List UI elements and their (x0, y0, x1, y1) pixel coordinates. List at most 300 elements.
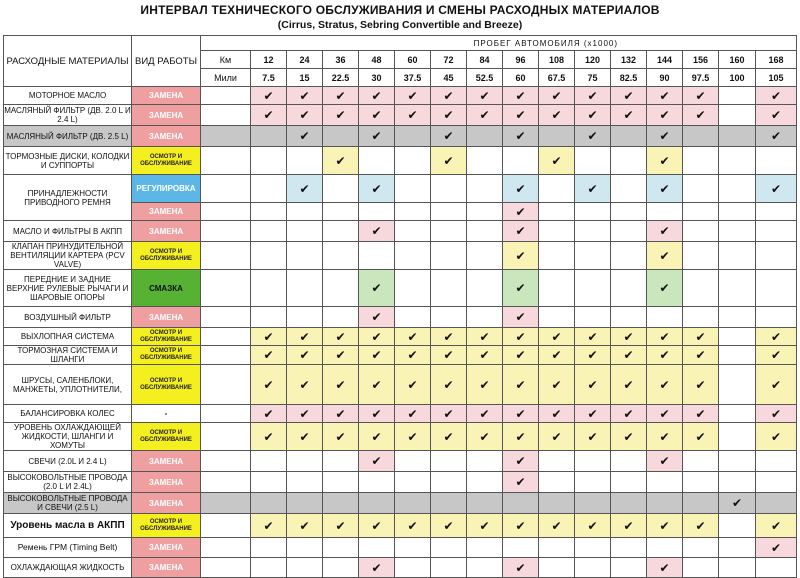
empty-cell (756, 242, 797, 270)
empty-cell (756, 270, 797, 307)
empty-cell (719, 175, 756, 203)
empty-cell (611, 147, 647, 175)
empty-cell (431, 270, 467, 307)
empty-cell (719, 346, 756, 365)
material-name: ШРУСЫ, САЛЕНБЛОКИ, МАНЖЕТЫ, УПЛОТНИТЕЛИ, (4, 365, 132, 405)
empty-cell (431, 203, 467, 221)
empty-cell (395, 270, 431, 307)
check-mark-icon: ✔ (395, 328, 431, 346)
work-type: ОСМОТР И ОБСЛУЖИВАНИЕ (132, 346, 201, 365)
check-mark-icon: ✔ (431, 346, 467, 365)
empty-cell (611, 538, 647, 558)
check-mark-icon: ✔ (683, 405, 719, 423)
empty-cell (719, 242, 756, 270)
check-mark-icon: ✔ (503, 126, 539, 147)
check-mark-icon: ✔ (359, 514, 395, 538)
material-name: ВЫСОКОВОЛЬТНЫЕ ПРОВОДА И СВЕЧИ (2.5 L) (4, 493, 132, 514)
check-mark-icon: ✔ (287, 405, 323, 423)
empty-cell (467, 451, 503, 472)
empty-cell (323, 203, 359, 221)
table-row (4, 175, 797, 203)
empty-cell (647, 203, 683, 221)
km-value: 24 (287, 51, 323, 69)
empty-cell (575, 307, 611, 328)
empty-cell (359, 242, 395, 270)
check-mark-icon: ✔ (251, 105, 287, 126)
table-row (4, 423, 797, 451)
unit-spacer-cell (201, 203, 251, 221)
miles-value: 7.5 (251, 69, 287, 87)
check-mark-icon: ✔ (503, 346, 539, 365)
empty-cell (251, 175, 287, 203)
empty-cell (683, 538, 719, 558)
empty-cell (756, 451, 797, 472)
empty-cell (503, 493, 539, 514)
work-type: ОСМОТР И ОБСЛУЖИВАНИЕ (132, 147, 201, 175)
check-mark-icon: ✔ (575, 87, 611, 105)
check-mark-icon: ✔ (647, 423, 683, 451)
check-mark-icon: ✔ (503, 514, 539, 538)
check-mark-icon: ✔ (431, 126, 467, 147)
check-mark-icon: ✔ (323, 423, 359, 451)
check-mark-icon: ✔ (287, 365, 323, 405)
empty-cell (611, 307, 647, 328)
check-mark-icon: ✔ (503, 365, 539, 405)
check-mark-icon: ✔ (539, 405, 575, 423)
work-type: ЗАМЕНА (132, 203, 201, 221)
unit-spacer-cell (201, 307, 251, 328)
empty-cell (467, 307, 503, 328)
work-type: ОСМОТР И ОБСЛУЖИВАНИЕ (132, 328, 201, 346)
unit-spacer-cell (201, 242, 251, 270)
material-name: ПРИНАДЛЕЖНОСТИ ПРИВОДНОГО РЕМНЯ (4, 175, 132, 221)
empty-cell (719, 558, 756, 578)
miles-value: 67.5 (539, 69, 575, 87)
check-mark-icon: ✔ (251, 87, 287, 105)
empty-cell (251, 221, 287, 242)
check-mark-icon: ✔ (467, 365, 503, 405)
empty-cell (323, 307, 359, 328)
empty-cell (719, 126, 756, 147)
empty-cell (431, 242, 467, 270)
empty-cell (431, 558, 467, 578)
check-mark-icon: ✔ (359, 451, 395, 472)
empty-cell (287, 203, 323, 221)
table-row (4, 472, 797, 493)
check-mark-icon: ✔ (359, 270, 395, 307)
empty-cell (683, 451, 719, 472)
empty-cell (611, 493, 647, 514)
check-mark-icon: ✔ (323, 105, 359, 126)
check-mark-icon: ✔ (467, 423, 503, 451)
empty-cell (431, 307, 467, 328)
check-mark-icon: ✔ (503, 423, 539, 451)
empty-cell (611, 472, 647, 493)
km-value: 60 (395, 51, 431, 69)
km-value: 132 (611, 51, 647, 69)
check-mark-icon: ✔ (323, 147, 359, 175)
empty-cell (395, 242, 431, 270)
check-mark-icon: ✔ (647, 105, 683, 126)
empty-cell (611, 221, 647, 242)
empty-cell (467, 493, 503, 514)
empty-cell (575, 242, 611, 270)
empty-cell (647, 307, 683, 328)
check-mark-icon: ✔ (647, 365, 683, 405)
check-mark-icon: ✔ (647, 147, 683, 175)
unit-spacer-cell (201, 328, 251, 346)
empty-cell (467, 147, 503, 175)
table-row (4, 514, 797, 538)
empty-cell (251, 147, 287, 175)
empty-cell (251, 451, 287, 472)
check-mark-icon: ✔ (431, 423, 467, 451)
miles-value: 105 (756, 69, 797, 87)
empty-cell (683, 493, 719, 514)
empty-cell (323, 493, 359, 514)
empty-cell (683, 175, 719, 203)
check-mark-icon: ✔ (719, 493, 756, 514)
check-mark-icon: ✔ (575, 405, 611, 423)
unit-spacer-cell (201, 87, 251, 105)
check-mark-icon: ✔ (251, 346, 287, 365)
empty-cell (251, 493, 287, 514)
check-mark-icon: ✔ (756, 105, 797, 126)
check-mark-icon: ✔ (503, 451, 539, 472)
empty-cell (323, 538, 359, 558)
empty-cell (395, 538, 431, 558)
check-mark-icon: ✔ (503, 558, 539, 578)
check-mark-icon: ✔ (503, 87, 539, 105)
check-mark-icon: ✔ (431, 514, 467, 538)
check-mark-icon: ✔ (287, 105, 323, 126)
miles-value: 82.5 (611, 69, 647, 87)
material-name: ПЕРЕДНИЕ И ЗАДНИЕ ВЕРХНИЕ РУЛЕВЫЕ РЫЧАГИ И ШАРОВЫЕ ОПОРЫ (4, 270, 132, 307)
check-mark-icon: ✔ (431, 105, 467, 126)
unit-spacer-cell (201, 514, 251, 538)
empty-cell (431, 175, 467, 203)
empty-cell (719, 147, 756, 175)
empty-cell (756, 203, 797, 221)
check-mark-icon: ✔ (539, 365, 575, 405)
table-row (4, 405, 797, 423)
check-mark-icon: ✔ (647, 270, 683, 307)
empty-cell (647, 493, 683, 514)
material-name: ВЫСОКОВОЛЬТНЫЕ ПРОВОДА (2.0 L И 2.4L) (4, 472, 132, 493)
material-name: Уровень масла в АКПП (4, 514, 132, 538)
check-mark-icon: ✔ (287, 423, 323, 451)
check-mark-icon: ✔ (756, 175, 797, 203)
material-name: ВОЗДУШНЫЙ ФИЛЬТР (4, 307, 132, 328)
check-mark-icon: ✔ (323, 405, 359, 423)
check-mark-icon: ✔ (287, 346, 323, 365)
check-mark-icon: ✔ (575, 175, 611, 203)
check-mark-icon: ✔ (756, 365, 797, 405)
empty-cell (575, 451, 611, 472)
km-value: 12 (251, 51, 287, 69)
table-row (4, 126, 797, 147)
empty-cell (647, 538, 683, 558)
km-value: 84 (467, 51, 503, 69)
empty-cell (539, 472, 575, 493)
check-mark-icon: ✔ (503, 270, 539, 307)
work-type: - (132, 405, 201, 423)
check-mark-icon: ✔ (611, 328, 647, 346)
check-mark-icon: ✔ (647, 328, 683, 346)
table-row (4, 346, 797, 365)
check-mark-icon: ✔ (611, 87, 647, 105)
empty-cell (611, 451, 647, 472)
check-mark-icon: ✔ (251, 328, 287, 346)
check-mark-icon: ✔ (359, 175, 395, 203)
page-title: ИНТЕРВАЛ ТЕХНИЧЕСКОГО ОБСЛУЖИВАНИЯ И СМЕНЫ РАСХОДНЫХ МАТЕРИАЛОВ (140, 3, 660, 17)
empty-cell (395, 221, 431, 242)
miles-value: 22.5 (323, 69, 359, 87)
empty-cell (719, 365, 756, 405)
check-mark-icon: ✔ (323, 346, 359, 365)
empty-cell (287, 242, 323, 270)
miles-value: 97.5 (683, 69, 719, 87)
table-row (4, 451, 797, 472)
check-mark-icon: ✔ (647, 126, 683, 147)
check-mark-icon: ✔ (503, 472, 539, 493)
check-mark-icon: ✔ (575, 365, 611, 405)
check-mark-icon: ✔ (683, 87, 719, 105)
empty-cell (287, 472, 323, 493)
empty-cell (323, 221, 359, 242)
empty-cell (287, 147, 323, 175)
empty-cell (683, 307, 719, 328)
check-mark-icon: ✔ (683, 346, 719, 365)
unit-spacer-cell (201, 126, 251, 147)
empty-cell (395, 558, 431, 578)
km-value: 48 (359, 51, 395, 69)
empty-cell (756, 558, 797, 578)
check-mark-icon: ✔ (287, 175, 323, 203)
check-mark-icon: ✔ (611, 346, 647, 365)
empty-cell (756, 147, 797, 175)
empty-cell (756, 307, 797, 328)
material-name: ОХЛАЖДАЮЩАЯ ЖИДКОСТЬ (4, 558, 132, 578)
check-mark-icon: ✔ (395, 346, 431, 365)
table-row (4, 365, 797, 405)
check-mark-icon: ✔ (431, 147, 467, 175)
empty-cell (431, 221, 467, 242)
empty-cell (431, 493, 467, 514)
table-row (4, 105, 797, 126)
check-mark-icon: ✔ (323, 87, 359, 105)
check-mark-icon: ✔ (287, 514, 323, 538)
empty-cell (683, 203, 719, 221)
km-unit-label: Км (201, 51, 251, 69)
empty-cell (539, 451, 575, 472)
check-mark-icon: ✔ (359, 346, 395, 365)
check-mark-icon: ✔ (431, 87, 467, 105)
check-mark-icon: ✔ (395, 87, 431, 105)
check-mark-icon: ✔ (756, 126, 797, 147)
check-mark-icon: ✔ (575, 423, 611, 451)
work-type: ОСМОТР И ОБСЛУЖИВАНИЕ (132, 514, 201, 538)
check-mark-icon: ✔ (683, 365, 719, 405)
empty-cell (323, 270, 359, 307)
empty-cell (539, 558, 575, 578)
empty-cell (539, 538, 575, 558)
empty-cell (251, 307, 287, 328)
check-mark-icon: ✔ (539, 105, 575, 126)
check-mark-icon: ✔ (503, 221, 539, 242)
unit-spacer-cell (201, 472, 251, 493)
check-mark-icon: ✔ (503, 175, 539, 203)
empty-cell (395, 472, 431, 493)
empty-cell (575, 203, 611, 221)
work-type: ОСМОТР И ОБСЛУЖИВАНИЕ (132, 423, 201, 451)
check-mark-icon: ✔ (287, 87, 323, 105)
check-mark-icon: ✔ (683, 105, 719, 126)
check-mark-icon: ✔ (359, 405, 395, 423)
work-type: ОСМОТР И ОБСЛУЖИВАНИЕ (132, 365, 201, 405)
empty-cell (287, 558, 323, 578)
check-mark-icon: ✔ (539, 87, 575, 105)
empty-cell (756, 221, 797, 242)
check-mark-icon: ✔ (359, 105, 395, 126)
empty-cell (359, 472, 395, 493)
check-mark-icon: ✔ (251, 514, 287, 538)
empty-cell (756, 472, 797, 493)
check-mark-icon: ✔ (756, 423, 797, 451)
check-mark-icon: ✔ (359, 365, 395, 405)
material-name: МАСЛЯНЫЙ ФИЛЬТР (ДВ. 2.0 L И 2.4 L) (4, 106, 131, 124)
table-row (4, 538, 797, 558)
empty-cell (719, 87, 756, 105)
check-mark-icon: ✔ (683, 514, 719, 538)
check-mark-icon: ✔ (359, 87, 395, 105)
unit-spacer-cell (201, 175, 251, 203)
empty-cell (719, 221, 756, 242)
check-mark-icon: ✔ (575, 126, 611, 147)
check-mark-icon: ✔ (503, 307, 539, 328)
empty-cell (395, 147, 431, 175)
material-name: МАСЛЯНЫЙ ФИЛЬТР (ДВ. 2.5 L) (4, 126, 132, 147)
check-mark-icon: ✔ (756, 346, 797, 365)
empty-cell (719, 105, 756, 126)
work-type: ЗАМЕНА (132, 451, 201, 472)
empty-cell (683, 472, 719, 493)
empty-cell (719, 451, 756, 472)
km-value: 144 (647, 51, 683, 69)
check-mark-icon: ✔ (647, 558, 683, 578)
work-type: РЕГУЛИРОВКА (132, 175, 201, 203)
empty-cell (395, 203, 431, 221)
check-mark-icon: ✔ (683, 328, 719, 346)
check-mark-icon: ✔ (503, 405, 539, 423)
empty-cell (251, 558, 287, 578)
km-value: 120 (575, 51, 611, 69)
miles-value: 15 (287, 69, 323, 87)
empty-cell (395, 307, 431, 328)
empty-cell (575, 472, 611, 493)
empty-cell (611, 175, 647, 203)
miles-value: 52.5 (467, 69, 503, 87)
check-mark-icon: ✔ (503, 105, 539, 126)
miles-value: 100 (719, 69, 756, 87)
check-mark-icon: ✔ (467, 405, 503, 423)
empty-cell (683, 221, 719, 242)
check-mark-icon: ✔ (575, 346, 611, 365)
table-row (4, 242, 797, 270)
check-mark-icon: ✔ (539, 328, 575, 346)
check-mark-icon: ✔ (467, 328, 503, 346)
empty-cell (467, 175, 503, 203)
check-mark-icon: ✔ (395, 105, 431, 126)
check-mark-icon: ✔ (287, 126, 323, 147)
empty-cell (611, 242, 647, 270)
km-value: 36 (323, 51, 359, 69)
work-type: ЗАМЕНА (132, 472, 201, 493)
empty-cell (287, 451, 323, 472)
material-name: УРОВЕНЬ ОХЛАЖДАЮЩЕЙ ЖИДКОСТИ, ШЛАНГИ И ХОМУТЫ (4, 423, 132, 451)
empty-cell (467, 270, 503, 307)
miles-value: 75 (575, 69, 611, 87)
empty-cell (395, 175, 431, 203)
empty-cell (287, 221, 323, 242)
mileage-header: ПРОБЕГ АВТОМОБИЛЯ (x1000) (201, 36, 797, 51)
empty-cell (359, 203, 395, 221)
material-name: ТОРМОЗНАЯ СИСТЕМА И ШЛАНГИ (4, 346, 132, 365)
table-row (4, 87, 797, 105)
check-mark-icon: ✔ (251, 365, 287, 405)
empty-cell (719, 472, 756, 493)
check-mark-icon: ✔ (431, 405, 467, 423)
miles-value: 37.5 (395, 69, 431, 87)
check-mark-icon: ✔ (359, 221, 395, 242)
material-name: СВЕЧИ (2.0L И 2.4 L) (4, 451, 132, 472)
empty-cell (683, 270, 719, 307)
empty-cell (251, 126, 287, 147)
empty-cell (467, 472, 503, 493)
work-type: ЗАМЕНА (132, 558, 201, 578)
check-mark-icon: ✔ (575, 105, 611, 126)
check-mark-icon: ✔ (395, 423, 431, 451)
empty-cell (719, 538, 756, 558)
empty-cell (719, 423, 756, 451)
check-mark-icon: ✔ (467, 346, 503, 365)
material-name: БАЛАНСИРОВКА КОЛЕС (4, 405, 132, 423)
unit-spacer-cell (201, 365, 251, 405)
check-mark-icon: ✔ (467, 87, 503, 105)
check-mark-icon: ✔ (647, 87, 683, 105)
empty-cell (467, 558, 503, 578)
empty-cell (683, 126, 719, 147)
km-value: 160 (719, 51, 756, 69)
check-mark-icon: ✔ (611, 514, 647, 538)
unit-spacer-cell (201, 451, 251, 472)
work-type: СМАЗКА (132, 270, 201, 307)
empty-cell (719, 203, 756, 221)
empty-cell (287, 270, 323, 307)
empty-cell (719, 514, 756, 538)
check-mark-icon: ✔ (539, 346, 575, 365)
empty-cell (719, 307, 756, 328)
check-mark-icon: ✔ (395, 514, 431, 538)
km-value: 108 (539, 51, 575, 69)
miles-value: 30 (359, 69, 395, 87)
empty-cell (323, 472, 359, 493)
check-mark-icon: ✔ (395, 405, 431, 423)
work-type: ЗАМЕНА (132, 221, 201, 242)
maintenance-table (3, 35, 797, 578)
check-mark-icon: ✔ (611, 365, 647, 405)
check-mark-icon: ✔ (647, 221, 683, 242)
